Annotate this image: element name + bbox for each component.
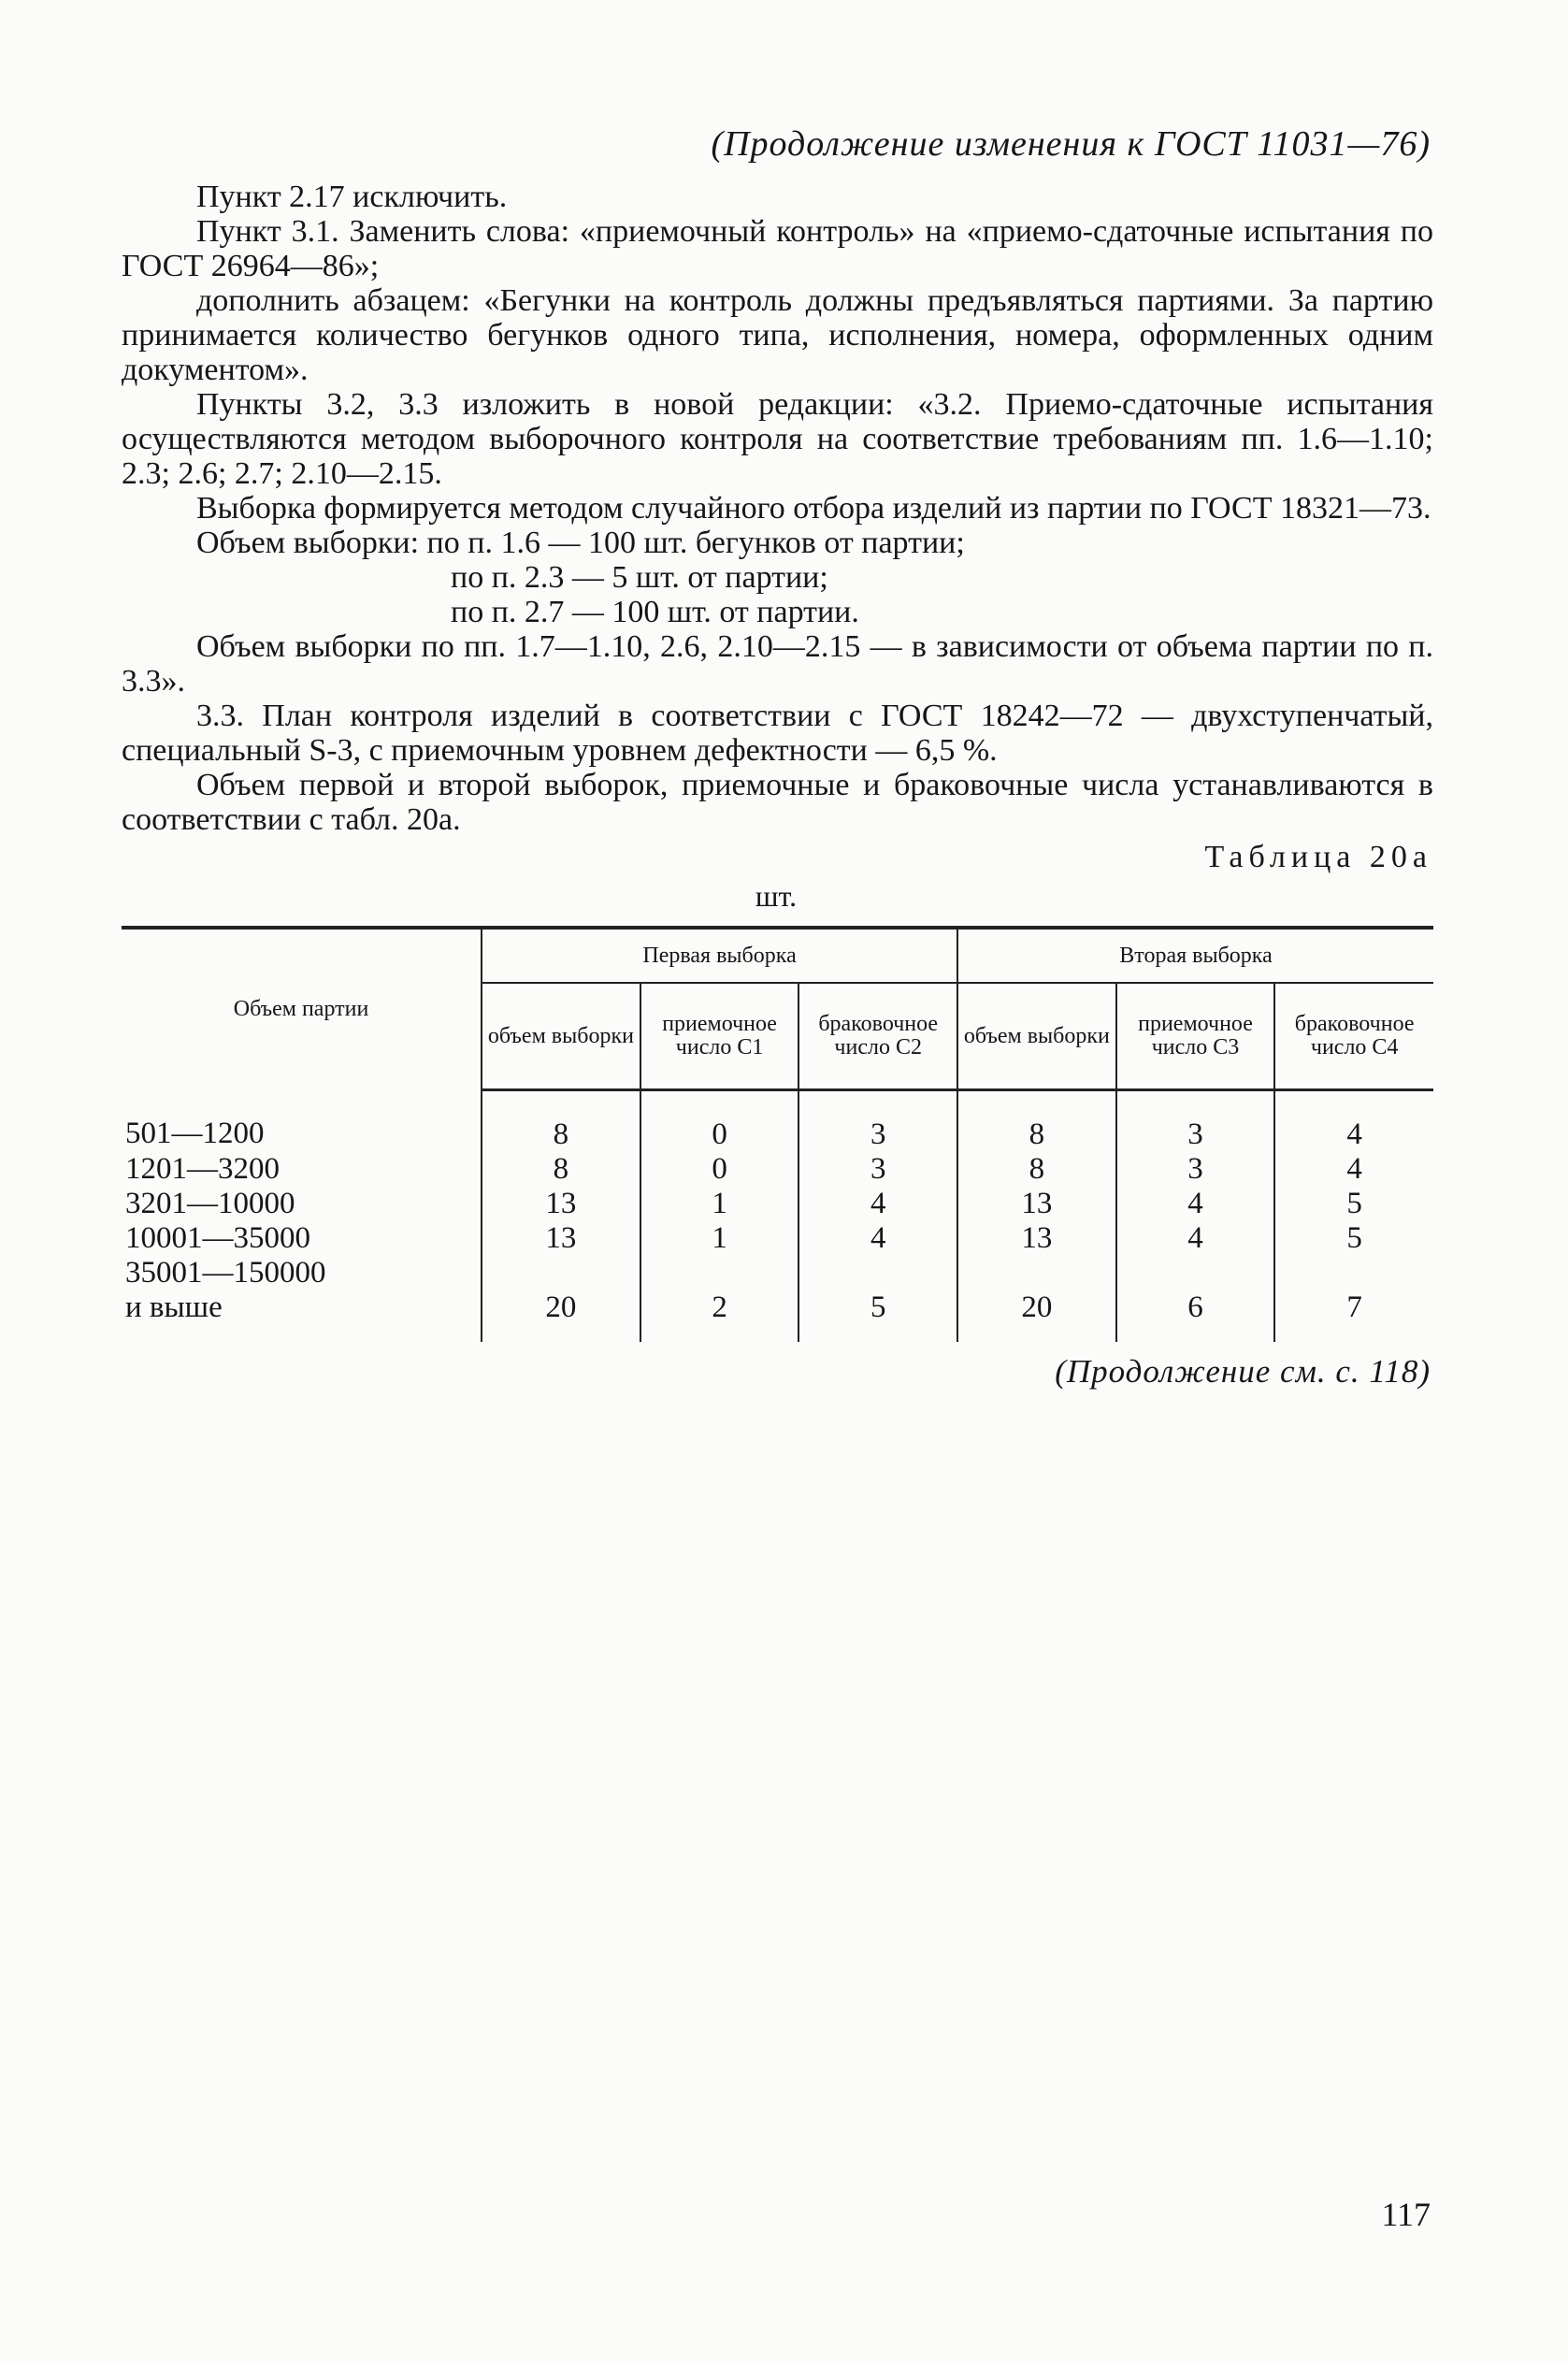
table-cell [640,1256,799,1290]
lot-size-cell: и выше [125,1290,223,1324]
sample-size-header: объем выборки [482,983,640,1090]
lot-size-cell: 1201—3200 [125,1152,280,1186]
table-cell: 8 [957,1090,1116,1153]
table-row [122,1290,1433,1342]
table-cell: 4 [1116,1187,1275,1221]
table-cell: 13 [482,1221,640,1256]
table-cell: 4 [798,1187,957,1221]
continuation-header: (Продолжение изменения к ГОСТ 11031—76) [711,124,1431,164]
sample-size-header: объем выборки [957,983,1116,1090]
table-cell [798,1256,957,1290]
table-cell: 7 [1274,1290,1433,1342]
table-cell: 0 [640,1090,799,1153]
table-unit: шт. [755,879,798,913]
paragraph: Пункт 3.1. Заменить слова: «приемочный контроль» на «приемо-сдаточные испытания по ГОСТ 26964—86»; [122,214,1433,283]
continuation-footer: (Продолжение см. с. 118) [1055,1353,1431,1390]
table-cell: 8 [957,1152,1116,1187]
table-cell: 20 [957,1290,1116,1342]
table-cell: 4 [798,1221,957,1256]
table-cell: 13 [957,1187,1116,1221]
table-cell: 5 [1274,1187,1433,1221]
lot-size-header: Объем партии [122,928,482,1090]
table-cell [1116,1256,1275,1290]
paragraph: Объем выборки по пп. 1.7—1.10, 2.6, 2.10—2.15 — в зависимости от объема партии по п. 3.3». [122,629,1433,699]
table-row [122,1256,1433,1290]
table-row [122,1152,1433,1187]
paragraph: по п. 2.7 — 100 шт. от партии. [451,595,859,629]
table-cell: 8 [482,1152,640,1187]
rejection-number-header: браковочное число C4 [1274,983,1433,1090]
lot-size-cell: 3201—10000 [125,1187,295,1220]
table-cell [1274,1256,1433,1290]
first-sample-header: Первая выборка [482,928,957,983]
table-cell: 4 [1116,1221,1275,1256]
page-number: 117 [1381,2196,1431,2233]
paragraph: Объем первой и второй выборок, приемочные и браковочные числа устанавливаются в соответствии с табл. 20а. [122,768,1433,837]
table-cell: 3 [798,1152,957,1187]
lot-size-cell: 35001—150000 [125,1256,326,1290]
table-cell: 5 [798,1290,957,1342]
lot-size-cell: 10001—35000 [125,1221,310,1255]
table-cell: 3 [1116,1090,1275,1153]
sampling-table [122,926,1433,1342]
acceptance-number-header: приемочное число C1 [640,983,799,1090]
table-cell: 3 [798,1090,957,1153]
table-row [122,1090,1433,1153]
paragraph: дополнить абзацем: «Бегунки на контроль должны предъявляться партиями. За партию принимается количество бегунков одного типа, исполнения, номера, оформленных одним документом». [122,283,1433,387]
table-cell [482,1256,640,1290]
rejection-number-header: браковочное число C2 [798,983,957,1090]
table-caption: Таблица 20а [1204,840,1432,874]
paragraph: Объем выборки: по п. 1.6 — 100 шт. бегунков от партии; [196,526,965,560]
lot-size-cell: 501—1200 [125,1116,265,1150]
table-cell: 20 [482,1290,640,1342]
paragraph: 3.3. План контроля изделий в соответствии с ГОСТ 18242—72 — двухступенчатый, специальный S-3, с приемочным уровнем дефектности — 6,5 %. [122,699,1433,768]
table-cell: 1 [640,1221,799,1256]
table-row [122,1221,1433,1256]
paragraph: Пункты 3.2, 3.3 изложить в новой редакции: «3.2. Приемо-сдаточные испытания осуществляются методом выборочного контроля на соответствие требованиям пп. 1.6—1.10; 2.3; 2.6; 2.7; 2.10—2.15. [122,387,1433,491]
table-cell: 4 [1274,1090,1433,1153]
body-text [122,180,1433,837]
acceptance-number-header: приемочное число C3 [1116,983,1275,1090]
table-cell: 4 [1274,1152,1433,1187]
table-cell: 2 [640,1290,799,1342]
table-cell: 8 [482,1090,640,1153]
second-sample-header: Вторая выборка [957,928,1433,983]
table-row [122,1187,1433,1221]
table-cell: 5 [1274,1221,1433,1256]
table-cell: 3 [1116,1152,1275,1187]
paragraph: Выборка формируется методом случайного отбора изделий из партии по ГОСТ 18321—73. [196,491,1431,526]
table-cell [957,1256,1116,1290]
paragraph: по п. 2.3 — 5 шт. от партии; [451,560,828,595]
paragraph: Пункт 2.17 исключить. [196,180,508,214]
table-cell: 1 [640,1187,799,1221]
table-cell: 6 [1116,1290,1275,1342]
table-cell: 13 [482,1187,640,1221]
table-cell: 13 [957,1221,1116,1256]
table-cell: 0 [640,1152,799,1187]
